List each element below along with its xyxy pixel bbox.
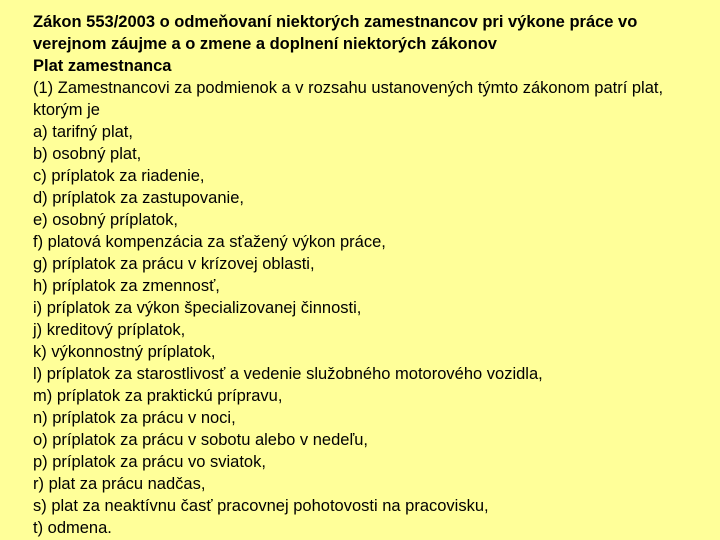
list-item: m) príplatok za praktickú prípravu, bbox=[33, 387, 283, 405]
list-item: k) výkonnostný príplatok, bbox=[33, 343, 216, 361]
list-item: o) príplatok za prácu v sobotu alebo v nedeľu, bbox=[33, 431, 369, 449]
list-item: r) plat za prácu nadčas, bbox=[33, 475, 206, 493]
salary-components-list bbox=[33, 121, 720, 539]
list-item: p) príplatok za prácu vo sviatok, bbox=[33, 453, 266, 471]
list-item: e) osobný príplatok, bbox=[33, 211, 178, 229]
list-item: j) kreditový príplatok, bbox=[33, 321, 186, 339]
list-item: g) príplatok za prácu v krízovej oblasti, bbox=[33, 255, 315, 273]
list-item: l) príplatok za starostlivosť a vedenie služobného motorového vozidla, bbox=[33, 365, 543, 383]
list-item: d) príplatok za zastupovanie, bbox=[33, 189, 244, 207]
list-item: s) plat za neaktívnu časť pracovnej pohotovosti na pracovisku, bbox=[33, 497, 489, 515]
list-item: a) tarifný plat, bbox=[33, 123, 133, 141]
list-item: t) odmena. bbox=[33, 519, 112, 537]
list-item: f) platová kompenzácia za sťažený výkon práce, bbox=[33, 233, 386, 251]
list-item: n) príplatok za prácu v noci, bbox=[33, 409, 236, 427]
section-heading: Plat zamestnanca bbox=[33, 57, 172, 75]
list-item: i) príplatok za výkon špecializovanej činnosti, bbox=[33, 299, 362, 317]
list-item: c) príplatok za riadenie, bbox=[33, 167, 205, 185]
list-item: h) príplatok za zmennosť, bbox=[33, 277, 220, 295]
law-title: Zákon 553/2003 o odmeňovaní niektorých zamestnancov pri výkone práce vo verejnom záujme a o zmene a doplnení niektorých zákonov bbox=[33, 13, 638, 53]
intro-paragraph: (1) Zamestnancovi za podmienok a v rozsahu ustanovených týmto zákonom patrí plat, ktorým je bbox=[33, 79, 664, 119]
list-item: b) osobný plat, bbox=[33, 145, 142, 163]
